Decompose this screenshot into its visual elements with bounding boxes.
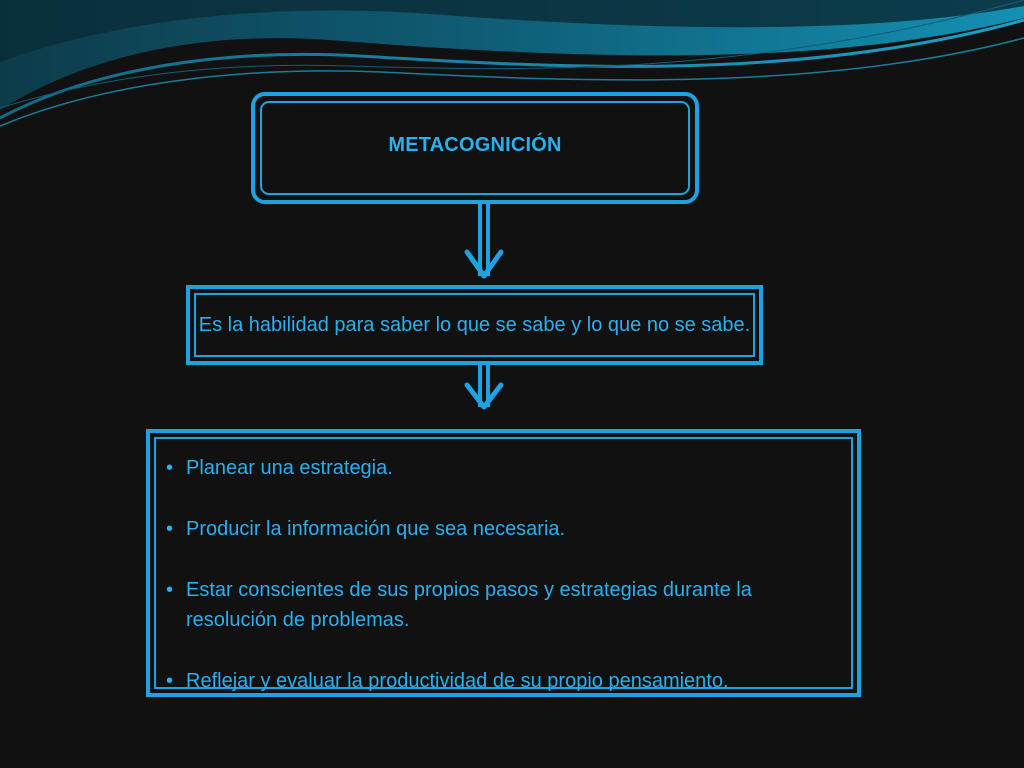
steps-list: [164, 453, 843, 696]
title-box: [251, 92, 699, 204]
diagram-title: METACOGNICIÓN: [388, 133, 562, 156]
list-item: [164, 453, 843, 483]
list-item: [164, 575, 843, 635]
bullet-icon: •: [166, 579, 174, 601]
arrow-down-icon: [462, 365, 506, 413]
list-item-text: Producir la información que sea necesaria.: [186, 518, 566, 540]
list-item-text: Planear una estrategia.: [186, 457, 393, 479]
steps-box: [146, 429, 861, 697]
steps-box-inner: [154, 437, 853, 692]
title-box-inner: [260, 101, 690, 195]
list-item-text: Estar conscientes de sus propios pasos y estrategias durante la resolución de problemas.: [186, 579, 752, 631]
bullet-icon: •: [166, 670, 174, 692]
definition-text: Es la habilidad para saber lo que se sabe y lo que no se sabe.: [198, 313, 751, 336]
arrow-down-icon: [462, 204, 506, 282]
definition-box: [186, 285, 763, 365]
list-item-text: Reflejar y evaluar la productividad de su propio pensamiento.: [186, 670, 729, 692]
bullet-icon: •: [166, 457, 174, 479]
bullet-icon: •: [166, 518, 174, 540]
list-item: [164, 666, 843, 696]
definition-box-inner: [194, 293, 755, 357]
list-item: [164, 514, 843, 544]
